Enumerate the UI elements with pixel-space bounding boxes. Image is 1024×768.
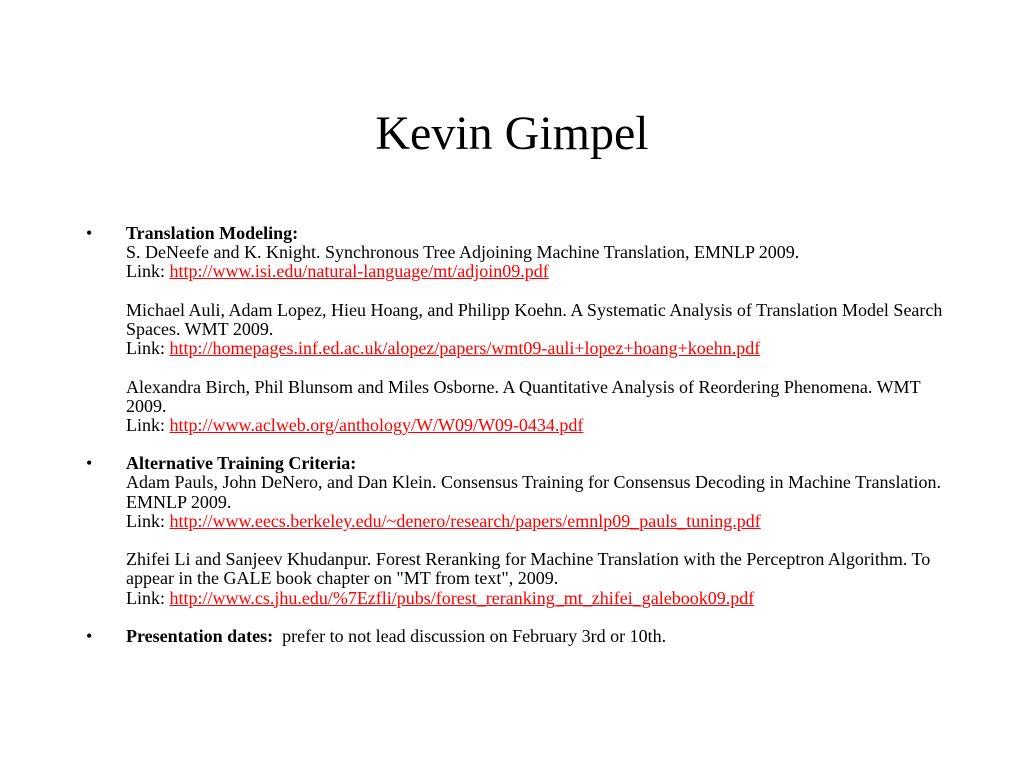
citation-link-line (126, 589, 946, 608)
citation-link-line (126, 416, 946, 435)
presentation-text: prefer to not lead discussion on February 3rd or 10th. (282, 625, 667, 646)
link-prefix: Link: (126, 261, 170, 282)
section-heading: Alternative Training Criteria: (126, 453, 357, 474)
citation-entry (126, 473, 946, 531)
slide-title: Kevin Gimpel (375, 107, 649, 160)
presentation-line (126, 627, 946, 646)
link-prefix: Link: (126, 587, 170, 608)
citation-text: Zhifei Li and Sanjeev Khudanpur. Forest Reranking for Machine Translation with the Perceptron Algorithm. To appear in the GALE book chapter on "MT from text", 2009. (126, 549, 931, 589)
bullet-alternative-training-criteria (86, 454, 946, 608)
citation-entry (126, 550, 946, 608)
citation-text: Adam Pauls, John DeNero, and Dan Klein. Consensus Training for Consensus Decoding in Machine Translation. EMNLP 2009. (126, 472, 941, 512)
citation-text: Michael Auli, Adam Lopez, Hieu Hoang, and Philipp Koehn. A Systematic Analysis of Translation Model Search Spaces. WMT 2009. (126, 299, 943, 339)
citation-link-line (126, 339, 946, 358)
bullet-presentation-dates (86, 627, 946, 646)
presentation-heading: Presentation dates: (126, 625, 274, 646)
link-prefix: Link: (126, 510, 170, 531)
paper-link[interactable]: http://homepages.inf.ed.ac.uk/alopez/papers/wmt09-auli+lopez+hoang+koehn.pdf (169, 338, 761, 359)
citation-text: S. DeNeefe and K. Knight. Synchronous Tree Adjoining Machine Translation, EMNLP 2009. (126, 242, 800, 263)
citation-entry (126, 378, 946, 436)
citation-text: Alexandra Birch, Phil Blunsom and Miles Osborne. A Quantitative Analysis of Reordering Phenomena. WMT 2009. (126, 376, 921, 416)
slide-content (86, 224, 946, 665)
paper-link[interactable]: http://www.isi.edu/natural-language/mt/adjoin09.pdf (169, 261, 549, 282)
link-prefix: Link: (126, 415, 170, 435)
bullet-icon: • (86, 223, 93, 243)
paper-link[interactable]: http://www.eecs.berkeley.edu/~denero/research/papers/emnlp09_pauls_tuning.pdf (169, 510, 761, 531)
link-prefix: Link: (126, 338, 170, 359)
citation-entry (126, 301, 946, 359)
bullet-icon: • (86, 625, 93, 646)
section-heading: Translation Modeling: (126, 223, 299, 243)
bullet-translation-modeling (86, 224, 946, 435)
paper-link[interactable]: http://www.cs.jhu.edu/%7Ezfli/pubs/forest_reranking_mt_zhifei_galebook09.pdf (169, 587, 755, 608)
citation-link-line (126, 512, 946, 531)
citation-entry (126, 243, 946, 281)
paper-link[interactable]: http://www.aclweb.org/anthology/W/W09/W09-0434.pdf (169, 415, 584, 435)
bullet-icon: • (86, 453, 93, 474)
citation-link-line (126, 262, 946, 281)
